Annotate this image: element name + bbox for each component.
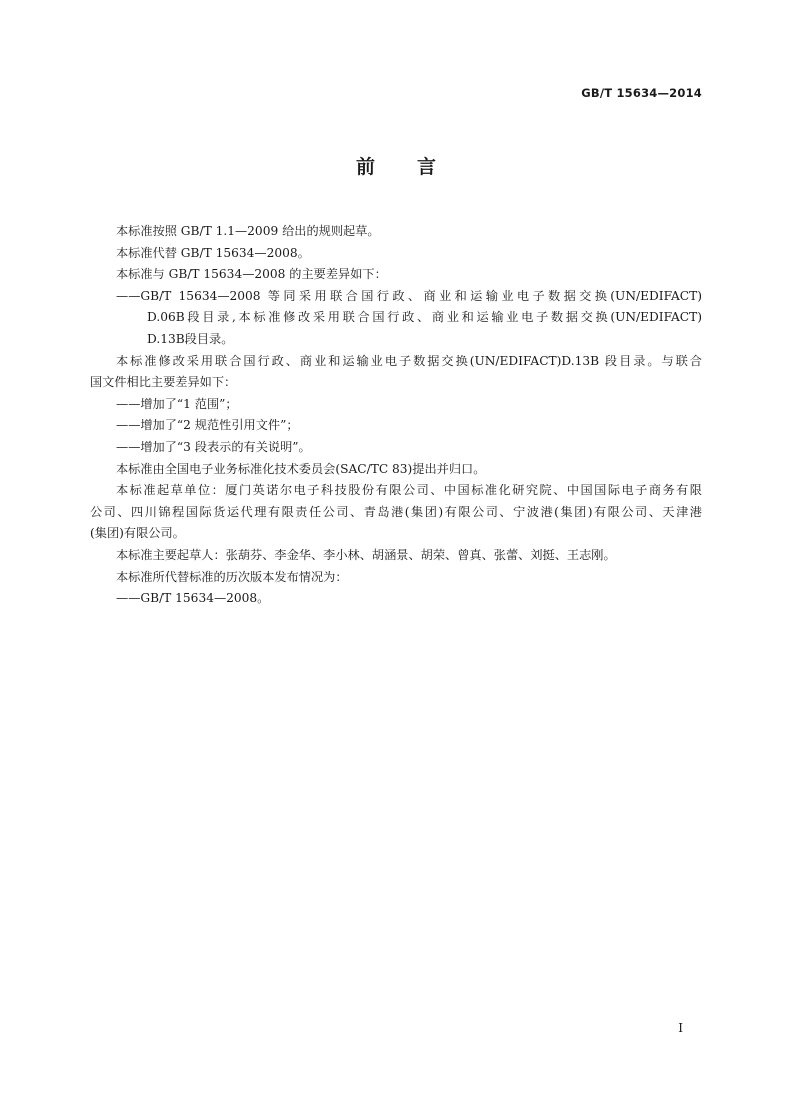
- paragraph-differences-intro: 本标准与 GB/T 15634—2008 的主要差异如下：: [116, 267, 387, 282]
- difference-item-scope: ——增加了“1 范围”；: [116, 396, 238, 411]
- title-char-1: 前: [355, 156, 375, 178]
- paragraph-proposed-by: 本标准由全国电子业务标准化技术委员会(SAC/TC 83)提出并归口。: [116, 461, 486, 476]
- page-number: I: [678, 1021, 683, 1035]
- paragraph-drafting-units-line-3: (集团)有限公司。: [90, 526, 185, 541]
- page-title: [0, 152, 792, 179]
- paragraph-modified-adoption-line-2: 国文件相比主要差异如下：: [90, 375, 237, 390]
- paragraph-drafting-rules: 本标准按照 GB/T 1.1—2009 给出的规则起草。: [116, 224, 380, 238]
- difference-item-1-line-1: ——GB/T 15634—2008 等同采用联合国行政、商业和运输业电子数据交换(UN/EDIFACT): [116, 288, 702, 303]
- difference-item-1-line-2: D.06B段目录,本标准修改采用联合国行政、商业和运输业电子数据交换(UN/EDIFACT): [147, 310, 702, 325]
- difference-item-normative-references: ——增加了“2 规范性引用文件”；: [116, 418, 299, 433]
- paragraph-drafters: 本标准主要起草人：张葫芬、李金华、李小林、胡涵景、胡荣、曾真、张蕾、刘挺、王志刚。: [116, 547, 616, 562]
- difference-item-1-line-3: D.13B段目录。: [147, 331, 234, 346]
- difference-item-segment-notes: ——增加了“3 段表示的有关说明”。: [116, 439, 311, 454]
- paragraph-modified-adoption-line-1: 本标准修改采用联合国行政、商业和运输业电子数据交换(UN/EDIFACT)D.13B 段目录。与联合: [116, 353, 702, 368]
- paragraph-drafting-units-line-2: 公司、四川锦程国际货运代理有限责任公司、青岛港(集团)有限公司、宁波港(集团)有限公司、天津港: [90, 504, 702, 519]
- standard-code-header: GB/T 15634—2014: [581, 86, 702, 100]
- paragraph-replaces: 本标准代替 GB/T 15634—2008。: [116, 245, 310, 260]
- paragraph-previous-editions-intro: 本标准所代替标准的历次版本发布情况为：: [116, 569, 348, 584]
- paragraph-drafting-units-line-1: 本标准起草单位：厦门英诺尔电子科技股份有限公司、中国标准化研究院、中国国际电子商务有限: [116, 483, 702, 498]
- previous-edition-item: ——GB/T 15634—2008。: [116, 591, 270, 606]
- foreword-body: [90, 221, 702, 610]
- title-char-2: 言: [417, 156, 437, 178]
